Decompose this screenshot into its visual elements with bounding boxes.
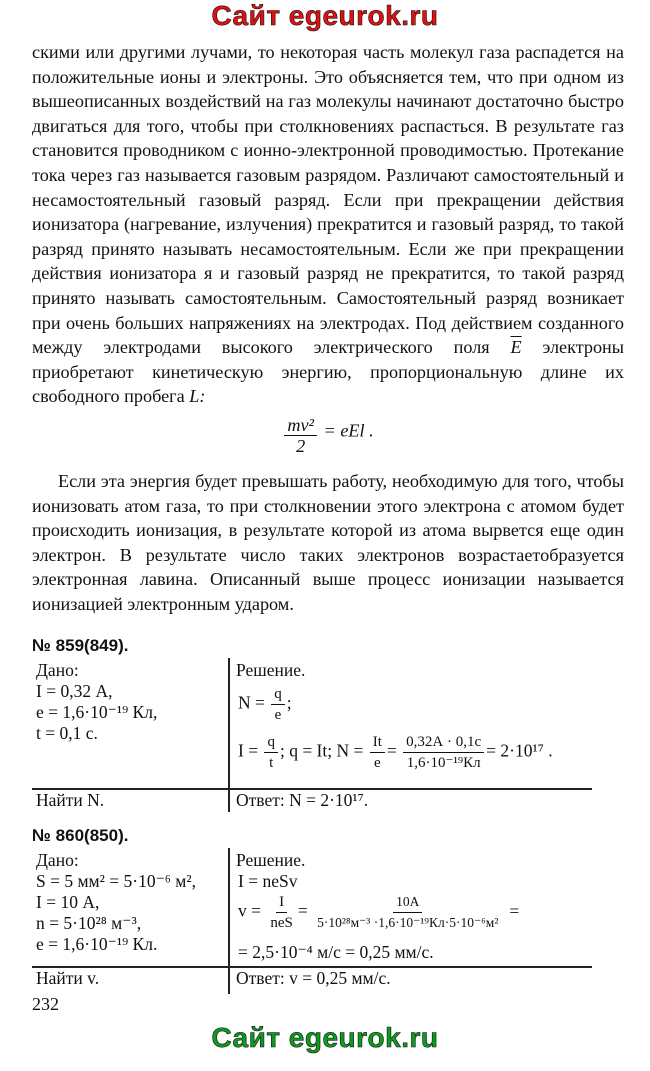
energy-formula (32, 409, 624, 469)
watermark-top: Сайт egeurok.ru (211, 0, 439, 31)
task-860-given (36, 850, 196, 955)
eq-fraction (370, 732, 385, 773)
task-859-given (36, 660, 157, 744)
given-label: Дано: (36, 660, 79, 680)
eq-fraction (271, 684, 285, 725)
watermark-bottom: Сайт egeurok.ru (211, 1022, 439, 1053)
given-label: Дано: (36, 850, 79, 870)
frac-num: 0,32А · 0,1с (403, 732, 484, 753)
eq-fraction (264, 732, 278, 773)
solution-label: Решение. (236, 850, 306, 870)
frac-den: 1,6·10⁻¹⁹Кл (406, 755, 481, 771)
frac-num: q (271, 684, 285, 705)
eq-text: = (297, 900, 308, 921)
task-859-title: № 859(849). (32, 636, 129, 655)
frac-den: neS (270, 915, 293, 931)
paragraph-1 (32, 40, 624, 409)
formula-rhs: = eEl . (323, 420, 374, 441)
frac-den: 5·10²⁸м⁻³ ·1,6·10⁻¹⁹Кл·5·10⁻⁶м² (317, 915, 499, 930)
task-860-title: № 860(850). (32, 826, 129, 845)
length-symbol: L: (189, 386, 206, 407)
task-860-eq3: = 2,5·10⁻⁴ м/с = 0,25 мм/с. (238, 942, 434, 962)
formula-denominator: 2 (296, 435, 306, 456)
page-number: 232 (32, 994, 59, 1014)
formula-numerator: mv² (284, 415, 317, 436)
eq-text: N = (238, 692, 265, 713)
paragraph-1-tail: электроны приобретают кинетическую энергию, пропорциональную длине их свободного пробега (32, 337, 625, 407)
given-item: S = 5 мм² = 5·10⁻⁶ м², (36, 871, 196, 891)
given-item: t = 0,1 с. (36, 723, 98, 743)
eq-text: ; q = It; N = (279, 740, 364, 761)
task-859 (32, 636, 624, 816)
frac-num: It (370, 732, 385, 753)
find-label: Найти N. (36, 790, 105, 810)
frac-num: 10A (393, 892, 422, 913)
find-label: Найти v. (36, 968, 100, 988)
eq-result: = 2·10¹⁷ . (486, 740, 553, 761)
eq-fraction (403, 732, 484, 773)
eq-fraction (314, 892, 501, 933)
task-860-eq1: I = neSv (238, 871, 298, 891)
task-860-eq2 (238, 892, 519, 933)
task-859-eq2 (238, 732, 553, 773)
eq-fraction (267, 892, 296, 933)
field-symbol: $\overline{E}$ (510, 337, 522, 358)
eq-text: = (509, 900, 520, 921)
body-text (32, 40, 624, 616)
eq-text: = (386, 740, 397, 761)
formula-fraction (284, 415, 317, 456)
solution-label: Решение. (236, 660, 306, 680)
task-859-eq1 (238, 684, 292, 725)
eq-text: ; (286, 692, 292, 713)
eq-text: I = (238, 740, 259, 761)
paragraph-1-text: скими или другими лучами, то некоторая часть молекул газа распадется на положительные ионы и электроны. Это объясняется тем, что при одном из вышеописанных воздействий на газ молекулы начинают достаточно быстро двигаться для того, чтобы при столкновениях распасться. В результате газ становится проводником с ионно-электронной проводимостью. Протекание тока через газ называется газовым разрядом. Различают самостоятельный и несамостоятельный газовый разряд. Если при прекращении действия ионизатора (нагревание, излучения) прекратится и газовый разряд, то такой разряд принято называть несамостоятельным. Если же при прекращении действия ионизатора я и газовый разряд не прекратится, то такой разряд принято называть самостоятельным. Самостоятельный разряд возникает при очень больших напряжениях на электродах. Под действием созданного между электродами высокого электрического поля (32, 42, 624, 358)
paragraph-2: Если эта энергия будет превышать работу, необходимую для того, чтобы ионизовать атом газа, то при столкновении этого электрона с атомом будет происходить ионизация, в результате которой из атома вырвется еще один электрон. В результате число таких электронов возрастаетобразуется электронная лавина. Описанный выше процесс ионизации называется ионизацией электронным ударом. (32, 470, 624, 614)
frac-den: t (269, 755, 274, 771)
answer: Ответ: N = 2·10¹⁷. (236, 790, 369, 810)
frac-den: e (274, 707, 282, 723)
given-item: I = 0,32 А, (36, 681, 113, 701)
task-860 (32, 826, 624, 996)
task-860-divider (228, 848, 230, 994)
given-item: e = 1,6·10⁻¹⁹ Кл, (36, 702, 158, 722)
given-item: I = 10 А, (36, 892, 100, 912)
answer: Ответ: v = 0,25 мм/с. (236, 968, 391, 988)
given-item: n = 5·10²⁸ м⁻³, (36, 913, 142, 933)
given-item: e = 1,6·10⁻¹⁹ Кл. (36, 934, 158, 954)
frac-num: I (276, 892, 287, 913)
frac-den: e (374, 755, 381, 771)
frac-num: q (264, 732, 278, 753)
eq-text: v = (238, 900, 261, 921)
